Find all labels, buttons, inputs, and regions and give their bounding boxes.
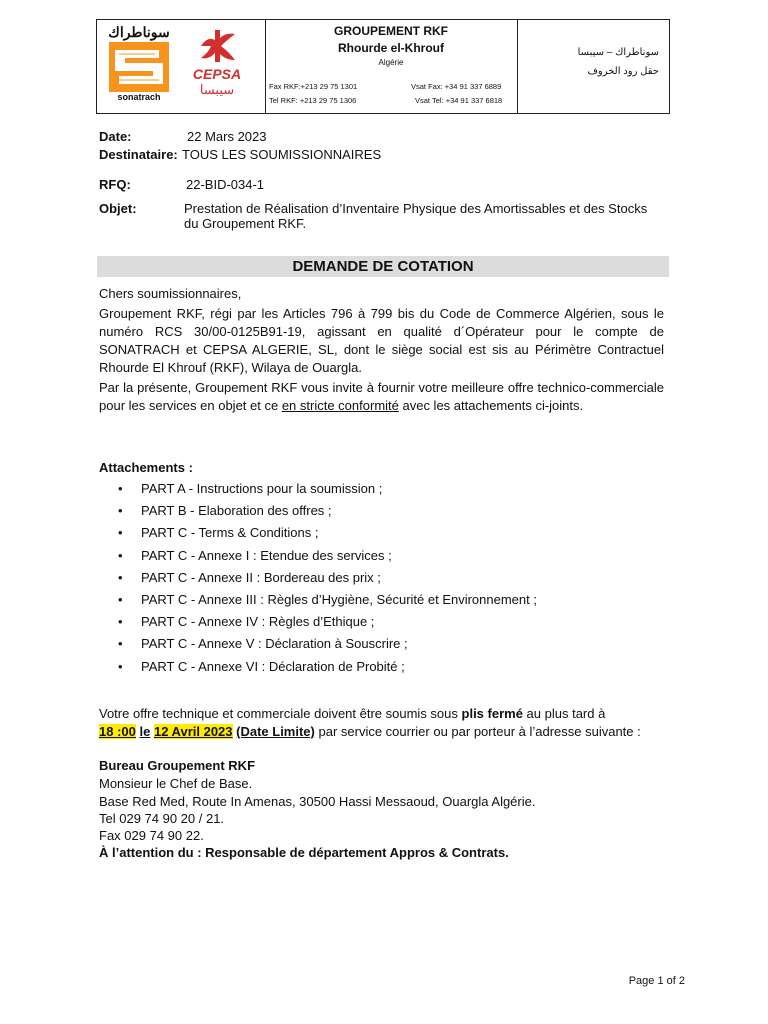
page-number: Page 1 of 2	[628, 975, 685, 987]
list-item: • PART C - Annexe VI : Déclaration de Probité ;	[99, 659, 537, 681]
list-item: • PART C - Annexe IV : Règles d’Ethique ;	[99, 614, 537, 636]
address-tel: Tel 029 74 90 20 / 21.	[99, 811, 225, 826]
objet-line-1: Prestation de Réalisation d’Inventaire Physique des Amortissables et des Stocks	[184, 201, 648, 216]
address-name: Bureau Groupement RKF	[99, 758, 256, 773]
groupement-title: GROUPEMENT RKF	[334, 24, 448, 38]
sealed-bid-text: plis fermé	[461, 706, 523, 721]
page-title: DEMANDE DE COTATION	[97, 256, 669, 277]
sonatrach-logo-icon	[109, 42, 169, 92]
address-fax: Fax 029 74 90 22.	[99, 828, 204, 843]
invitation-underlined: en stricte conformité	[281, 398, 399, 413]
rfq-label: RFQ:	[99, 177, 131, 192]
rfq-value: 22-BID-034-1	[186, 177, 265, 192]
address-line-2: Base Red Med, Route In Amenas, 30500 Hassi Messaoud, Ouargla Algérie.	[99, 794, 536, 809]
list-item: • PART C - Annexe II : Bordereau des prix ;	[99, 570, 537, 592]
cepsa-name: CEPSA	[192, 66, 242, 82]
logos-cell	[97, 20, 266, 113]
arabic-line-1: سوناطراك – سيبسا	[577, 47, 659, 58]
deadline-le: le	[139, 724, 151, 739]
deadline-text-a: Votre offre technique et commerciale doivent être soumis sous	[99, 706, 462, 721]
deadline-text-c: au plus tard à	[522, 706, 606, 721]
invitation-text-a: Par la présente, Groupement RKF vous invite à fournir votre meilleure offre technico-commerciale pour les services en objet et ce	[99, 380, 664, 413]
address-line-1: Monsieur le Chef de Base.	[99, 776, 253, 791]
attachments-title: Attachements :	[99, 460, 193, 475]
list-item: • PART C - Terms & Conditions ;	[99, 525, 537, 547]
list-item: • PART C - Annexe I : Etendue des services ;	[99, 548, 537, 570]
deadline-time: 18 :00	[99, 724, 136, 739]
invitation-paragraph	[99, 379, 664, 415]
date-value: 22 Mars 2023	[187, 129, 267, 144]
arabic-line-2: حقل رود الخروف	[587, 66, 659, 77]
groupement-cell	[265, 20, 518, 113]
list-item: • PART C - Annexe V : Déclaration à Souscrire ;	[99, 636, 537, 658]
vsat-fax: Vsat Fax: +34 91 337 6889	[411, 82, 502, 91]
deadline-date: 12 Avril 2023	[153, 724, 233, 739]
intro-paragraph: Groupement RKF, régi par les Articles 796 à 799 bis du Code de Commerce Algérien, sous le numéro RCS 30/00-0125B91-19, agissant en qualité d´Opérateur pour le compte de SONATRACH et CEPSA ALGERIE, SL, dont le siège social est sis au Périmètre Contractuel Rhourde El Khrouf (RKF), Wilaya de Ouargla.	[99, 306, 664, 375]
list-item: • PART B - Elaboration des offres ;	[99, 503, 537, 525]
deadline-line-2	[99, 723, 664, 741]
deadline-text-rest: par service courrier ou par porteur à l’adresse suivante :	[314, 724, 641, 739]
cepsa-logo-icon	[197, 28, 239, 64]
arabic-cell	[517, 20, 669, 113]
list-item: • PART A - Instructions pour la soumission ;	[99, 481, 537, 503]
dest-value: TOUS LES SOUMISSIONNAIRES	[182, 147, 382, 162]
sonatrach-arabic-name: سوناطراك	[108, 24, 170, 40]
address-attention: À l’attention du : Responsable de département Appros & Contrats.	[99, 845, 509, 860]
tel-rkf: Tel RKF: +213 29 75 1306	[269, 96, 357, 105]
objet-label: Objet:	[99, 201, 137, 216]
invitation-text-b: avec les attachements ci-joints.	[398, 398, 584, 413]
sonatrach-name: sonatrach	[117, 92, 161, 102]
letterhead	[96, 19, 670, 114]
attachments-list	[99, 481, 537, 681]
date-label: Date:	[99, 129, 132, 144]
fax-rkf: Fax RKF:+213 29 75 1301	[269, 82, 358, 91]
groupement-country: Algérie	[378, 58, 404, 67]
deadline-limit-label: (Date Limite)	[236, 724, 315, 739]
objet-line-2: du Groupement RKF.	[184, 216, 307, 231]
cepsa-arabic-name: سيبسا	[199, 82, 235, 97]
vsat-tel: Vsat Tel: +34 91 337 6818	[415, 96, 503, 105]
groupement-subtitle: Rhourde el-Khrouf	[338, 41, 444, 55]
deadline-line-1	[99, 705, 664, 723]
dest-label: Destinataire:	[99, 147, 178, 162]
greeting: Chers soumissionnaires,	[99, 286, 242, 301]
list-item: • PART C - Annexe III : Règles d’Hygiène, Sécurité et Environnement ;	[99, 592, 537, 614]
